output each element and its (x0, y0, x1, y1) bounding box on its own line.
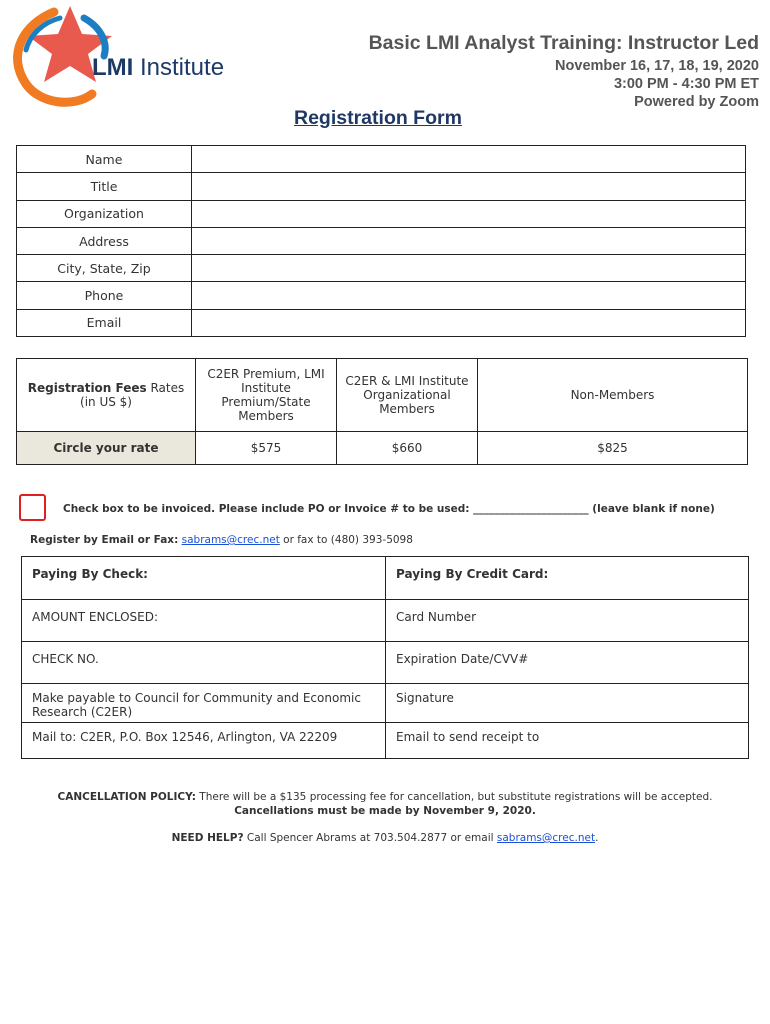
register-email-link[interactable]: sabrams@crec.net (181, 534, 280, 546)
fee-header-non-members: Non-Members (478, 359, 748, 432)
fee-header-organizational: C2ER & LMI Institute Organizational Members (337, 359, 478, 432)
organization-field[interactable] (192, 200, 746, 227)
field-label-address: Address (17, 227, 192, 254)
course-platform: Powered by Zoom (634, 94, 759, 110)
course-dates: November 16, 17, 18, 19, 2020 (555, 58, 759, 74)
field-label-city-state-zip: City, State, Zip (17, 255, 192, 282)
payable-to-note: Make payable to Council for Community and Economic Research (C2ER) (22, 684, 386, 723)
paying-by-card-header: Paying By Credit Card: (386, 557, 749, 600)
registration-fees-table (16, 358, 748, 465)
name-field[interactable] (192, 146, 746, 173)
course-title: Basic LMI Analyst Training: Instructor Led (368, 32, 759, 54)
contact-info-table (16, 145, 746, 337)
need-help-line: NEED HELP? Call Spencer Abrams at 703.504.2877 or email sabrams@crec.net. (171, 832, 599, 844)
receipt-email-field[interactable]: Email to send receipt to (386, 723, 749, 759)
rate-non-members[interactable]: $825 (478, 432, 748, 465)
field-label-email: Email (17, 309, 192, 336)
city-state-zip-field[interactable] (192, 255, 746, 282)
invoice-checkbox[interactable] (19, 494, 46, 521)
mail-to-address: Mail to: C2ER, P.O. Box 12546, Arlington, VA 22209 (22, 723, 386, 759)
invoice-instructions: Check box to be invoiced. Please include PO or Invoice # to be used: ______________________ (leave blank if none) (63, 503, 715, 515)
card-number-field[interactable]: Card Number (386, 600, 749, 642)
expiration-cvv-field[interactable]: Expiration Date/CVV# (386, 642, 749, 684)
email-field[interactable] (192, 309, 746, 336)
circle-rate-label: Circle your rate (17, 432, 196, 465)
cancellation-deadline: Cancellations must be made by November 9, 2020. (234, 805, 536, 817)
title-field[interactable] (192, 173, 746, 200)
check-number-field[interactable]: CHECK NO. (22, 642, 386, 684)
field-label-name: Name (17, 146, 192, 173)
logo-wordmark: LMI Institute (92, 54, 225, 81)
payment-table (21, 556, 749, 759)
fees-label: Registration Fees Rates (in US $) (17, 359, 196, 432)
cancellation-policy: CANCELLATION POLICY: There will be a $135 processing fee for cancellation, but substitute registrations will be accepted. (57, 791, 713, 803)
fee-header-premium: C2ER Premium, LMI Institute Premium/State Members (196, 359, 337, 432)
course-time: 3:00 PM - 4:30 PM ET (613, 76, 759, 92)
field-label-organization: Organization (17, 200, 192, 227)
help-email-link[interactable]: sabrams@crec.net (496, 832, 596, 844)
rate-premium[interactable]: $575 (196, 432, 337, 465)
paying-by-check-header: Paying By Check: (22, 557, 386, 600)
form-title: Registration Form (294, 107, 462, 129)
register-instructions: Register by Email or Fax: sabrams@crec.net or fax to (480) 393-5098 (30, 534, 413, 546)
amount-enclosed-field[interactable]: AMOUNT ENCLOSED: (22, 600, 386, 642)
phone-field[interactable] (192, 282, 746, 309)
signature-field[interactable]: Signature (386, 684, 749, 723)
rate-organizational[interactable]: $660 (337, 432, 478, 465)
field-label-phone: Phone (17, 282, 192, 309)
address-field[interactable] (192, 227, 746, 254)
field-label-title: Title (17, 173, 192, 200)
